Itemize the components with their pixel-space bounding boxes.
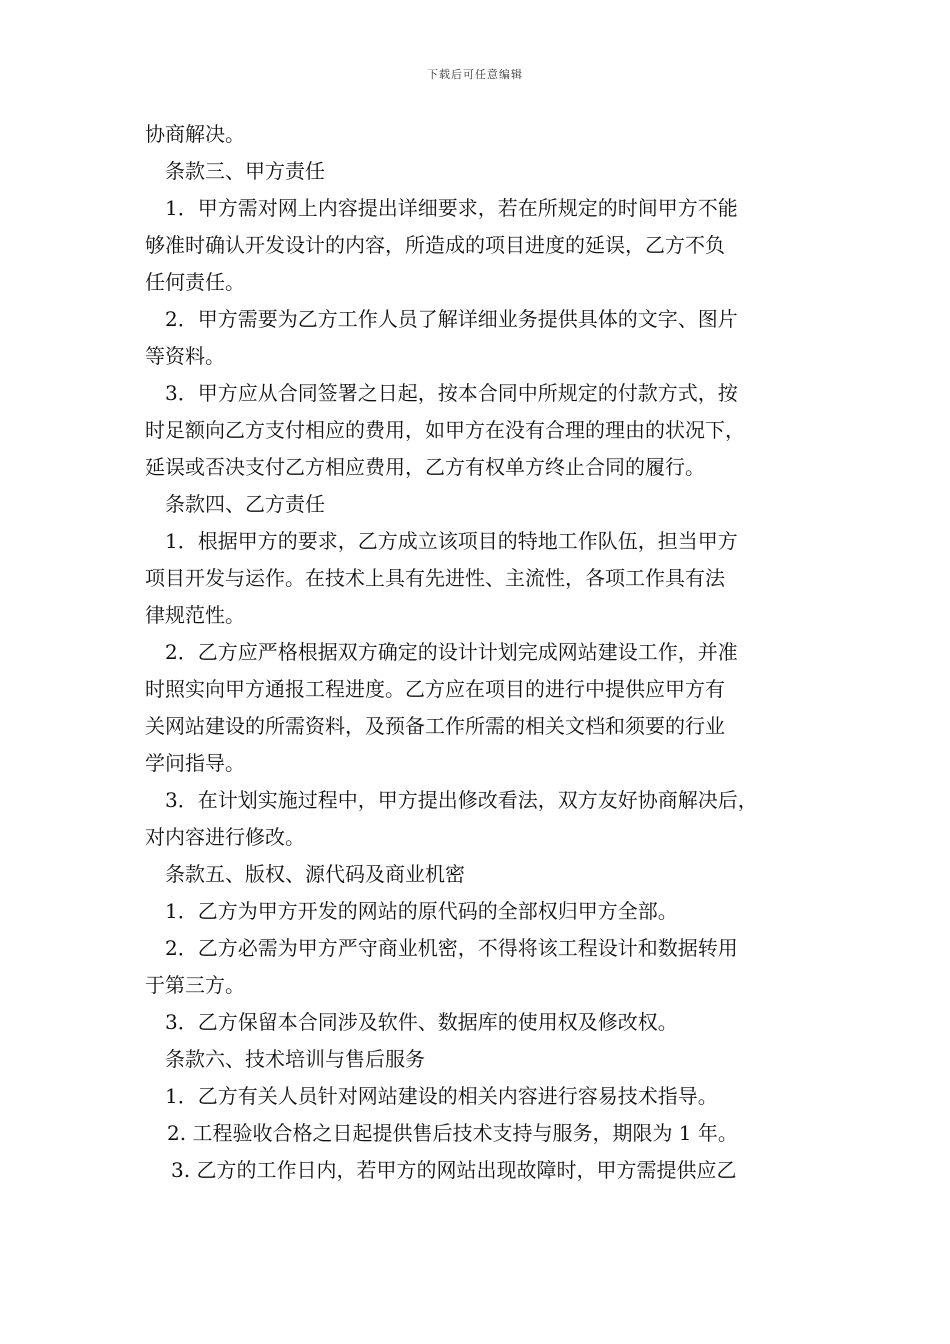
text-line: 够准时确认开发设计的内容，所造成的项目进度的延误，乙方不负 — [145, 233, 725, 257]
clause-heading: 条款五、版权、源代码及商业机密 — [165, 862, 465, 886]
text-line: 3．乙方保留本合同涉及软件、数据库的使用权及修改权。 — [165, 1010, 678, 1034]
text-line: 1．甲方需对网上内容提出详细要求，若在所规定的时间甲方不能 — [165, 196, 738, 220]
download-note: 下载后可任意编辑 — [427, 68, 523, 81]
contract-body — [145, 116, 815, 1189]
text-line: 对内容进行修改。 — [145, 825, 305, 849]
text-line: 2．乙方必需为甲方严守商业机密，不得将该工程设计和数据转用 — [165, 936, 738, 960]
text-line: 于第三方。 — [145, 973, 245, 997]
clause-heading: 条款六、技术培训与售后服务 — [165, 1047, 425, 1071]
text-line: 学问指导。 — [145, 751, 245, 775]
text-line: 3. 乙方的工作日内，若甲方的网站出现故障时，甲方需提供应乙 — [171, 1158, 737, 1182]
text-line: 1．乙方有关人员针对网站建设的相关内容进行容易技术指导。 — [165, 1084, 718, 1108]
text-line: 时照实向甲方通报工程进度。乙方应在项目的进行中提供应甲方有 — [145, 677, 725, 701]
text-line: 时足额向乙方支付相应的费用，如甲方在没有合理的理由的状况下， — [145, 418, 745, 442]
text-line: 关网站建设的所需资料，及预备工作所需的相关文档和须要的行业 — [145, 714, 725, 738]
text-line: 律规范性。 — [145, 603, 245, 627]
clause-heading: 条款四、乙方责任 — [165, 492, 325, 516]
clause-heading: 条款三、甲方责任 — [165, 159, 325, 183]
text-line: 2．甲方需要为乙方工作人员了解详细业务提供具体的文字、图片 — [165, 307, 738, 331]
text-line: 协商解决。 — [145, 122, 245, 146]
text-line: 2. 工程验收合格之日起提供售后技术支持与服务，期限为 1 年。 — [167, 1121, 738, 1145]
text-line: 3．在计划实施过程中，甲方提出修改看法，双方友好协商解决后， — [165, 788, 758, 812]
text-line: 延误或否决支付乙方相应费用，乙方有权单方终止合同的履行。 — [145, 455, 705, 479]
text-line: 任何责任。 — [145, 270, 245, 294]
text-line: 项目开发与运作。在技术上具有先进性、主流性，各项工作具有法 — [145, 566, 725, 590]
text-line: 1．乙方为甲方开发的网站的原代码的全部权归甲方全部。 — [165, 899, 678, 923]
text-line: 3．甲方应从合同签署之日起，按本合同中所规定的付款方式，按 — [165, 381, 738, 405]
text-line: 2．乙方应严格根据双方确定的设计计划完成网站建设工作，并准 — [165, 640, 738, 664]
text-line: 1．根据甲方的要求，乙方成立该项目的特地工作队伍，担当甲方 — [165, 529, 738, 553]
text-line: 等资料。 — [145, 344, 225, 368]
